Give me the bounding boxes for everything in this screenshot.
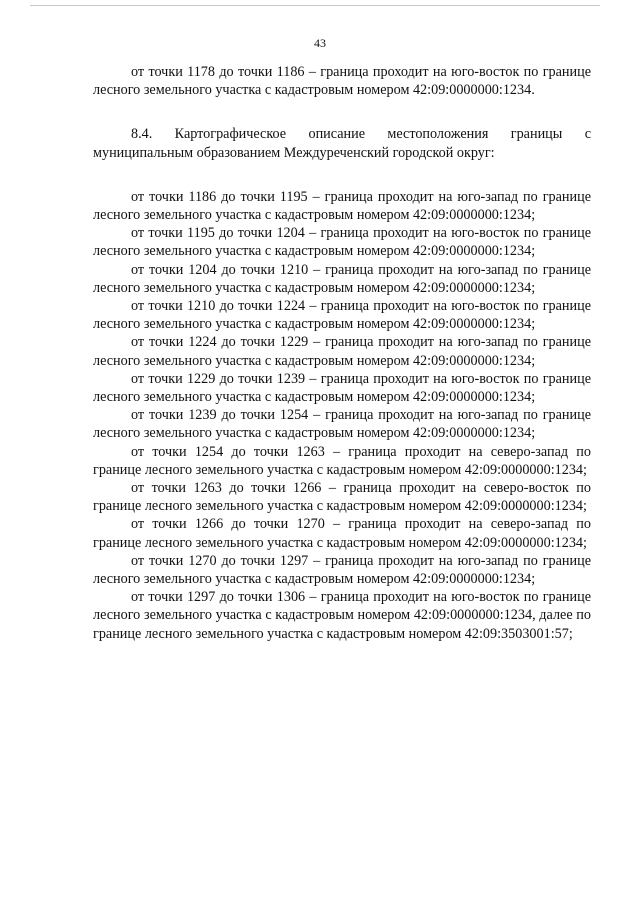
boundary-segment: от точки 1229 до точки 1239 – граница проходит на юго-восток по границе лесного земельного участка с кадастровым номером 42:09:0000000:1234; — [93, 370, 591, 406]
boundary-segment: от точки 1297 до точки 1306 – граница проходит на юго-восток по границе лесного земельного участка с кадастровым номером 42:09:0000000:1234, далее по границе лесного земельного участка с кадастровым номером 42:09:3503001:57; — [93, 589, 591, 642]
boundary-segment: от точки 1270 до точки 1297 – граница проходит на юго-запад по границе лесного земельного участка с кадастровым номером 42:09:0000000:1234; — [93, 552, 591, 588]
boundary-segment: от точки 1204 до точки 1210 – граница проходит на юго-запад по границе лесного земельного участка с кадастровым номером 42:09:0000000:1234; — [93, 261, 591, 296]
boundary-segment: от точки 1195 до точки 1204 – граница проходит на юго-восток по границе лесного земельного участка с кадастровым номером 42:09:0000000:1234; — [93, 225, 591, 260]
boundary-segment: от точки 1266 до точки 1270 – граница проходит на северо-запад по границе лесного земельного участка с кадастровым номером 42:09:0000000:1234; — [93, 516, 591, 551]
boundary-segment-list — [93, 188, 591, 643]
boundary-segment: от точки 1239 до точки 1254 – граница проходит на юго-запад по границе лесного земельного участка с кадастровым номером 42:09:0000000:1234; — [93, 407, 591, 442]
boundary-segment: от точки 1224 до точки 1229 – граница проходит на юго-запад по границе лесного земельного участка с кадастровым номером 42:09:0000000:1234; — [93, 334, 591, 369]
boundary-segment: от точки 1263 до точки 1266 – граница проходит на северо-восток по границе лесного земельного участка с кадастровым номером 42:09:0000000:1234; — [93, 480, 591, 515]
page-number: 43 — [314, 36, 326, 50]
boundary-segment: от точки 1254 до точки 1263 – граница проходит на северо-запад по границе лесного земельного участка с кадастровым номером 42:09:0000000:1234; — [93, 443, 591, 478]
boundary-segment: от точки 1186 до точки 1195 – граница проходит на юго-запад по границе лесного земельного участка с кадастровым номером 42:09:0000000:1234; — [93, 188, 591, 224]
document-body — [93, 63, 591, 643]
boundary-segment: от точки 1210 до точки 1224 – граница проходит на юго-восток по границе лесного земельного участка с кадастровым номером 42:09:0000000:1234; — [93, 298, 591, 333]
intro-paragraph: от точки 1178 до точки 1186 – граница проходит на юго-восток по границе лесного земельного участка с кадастровым номером 42:09:0000000:1234. — [93, 64, 591, 99]
section-heading: 8.4. Картографическое описание местоположения границы с муниципальным образованием Междуреченский городской округ: — [93, 126, 591, 161]
scan-top-rule — [30, 5, 600, 6]
